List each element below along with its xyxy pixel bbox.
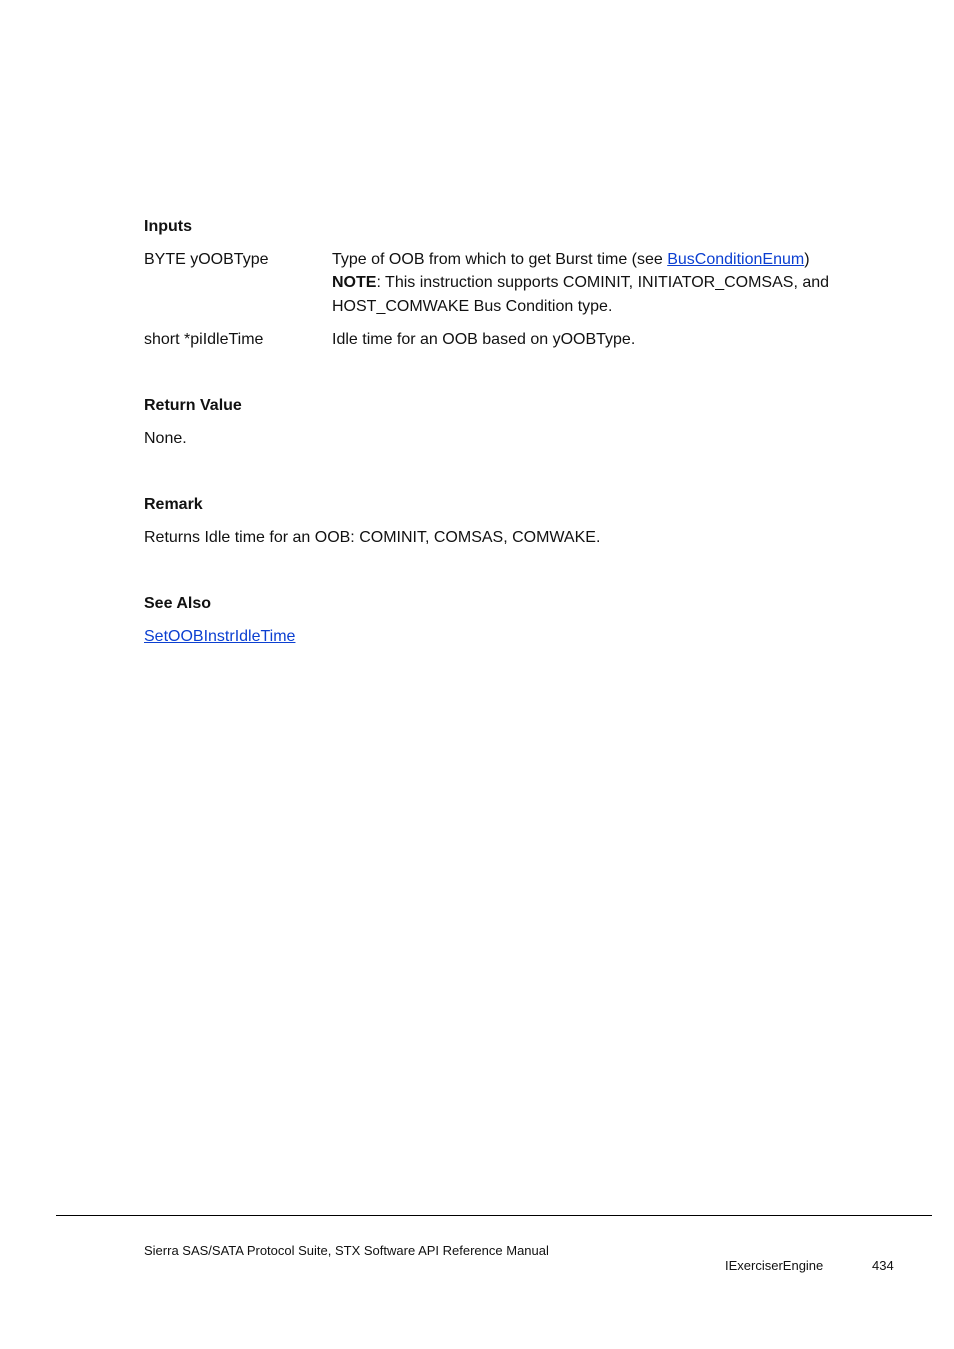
see-also-heading: See Also xyxy=(144,595,211,612)
return-value-heading: Return Value xyxy=(144,397,242,414)
setoobinstridletime-link[interactable]: SetOOBInstrIdleTime xyxy=(144,628,296,645)
remark-heading: Remark xyxy=(144,496,203,513)
param-name-yoobtype: BYTE yOOBType xyxy=(144,251,269,268)
footer-page-number: 434 xyxy=(872,1258,894,1273)
see-also-line xyxy=(144,625,295,648)
return-value-text: None. xyxy=(144,430,187,447)
footer-manual-title: Sierra SAS/SATA Protocol Suite, STX Software API Reference Manual xyxy=(144,1243,549,1258)
footer-section-name: IExerciserEngine xyxy=(725,1258,824,1273)
param-note-line1 xyxy=(332,271,829,294)
note-label: NOTE xyxy=(332,274,377,291)
busconditionenum-link[interactable]: BusConditionEnum xyxy=(667,251,805,268)
param-note-line2: HOST_COMWAKE Bus Condition type. xyxy=(332,298,613,315)
remark-text: Returns Idle time for an OOB: COMINIT, COMSAS, COMWAKE. xyxy=(144,529,601,546)
param-desc-suffix: ) xyxy=(804,251,810,268)
param-desc-prefix: Type of OOB from which to get Burst time (see xyxy=(332,251,668,268)
footer-divider xyxy=(56,1215,932,1216)
param-desc-yoobtype xyxy=(332,248,810,271)
param-desc-piidletime: Idle time for an OOB based on yOOBType. xyxy=(332,331,636,348)
param-name-piidletime: short *piIdleTime xyxy=(144,331,264,348)
note-text-line1: : This instruction supports COMINIT, INITIATOR_COMSAS, and xyxy=(376,274,830,291)
inputs-heading: Inputs xyxy=(144,218,192,235)
